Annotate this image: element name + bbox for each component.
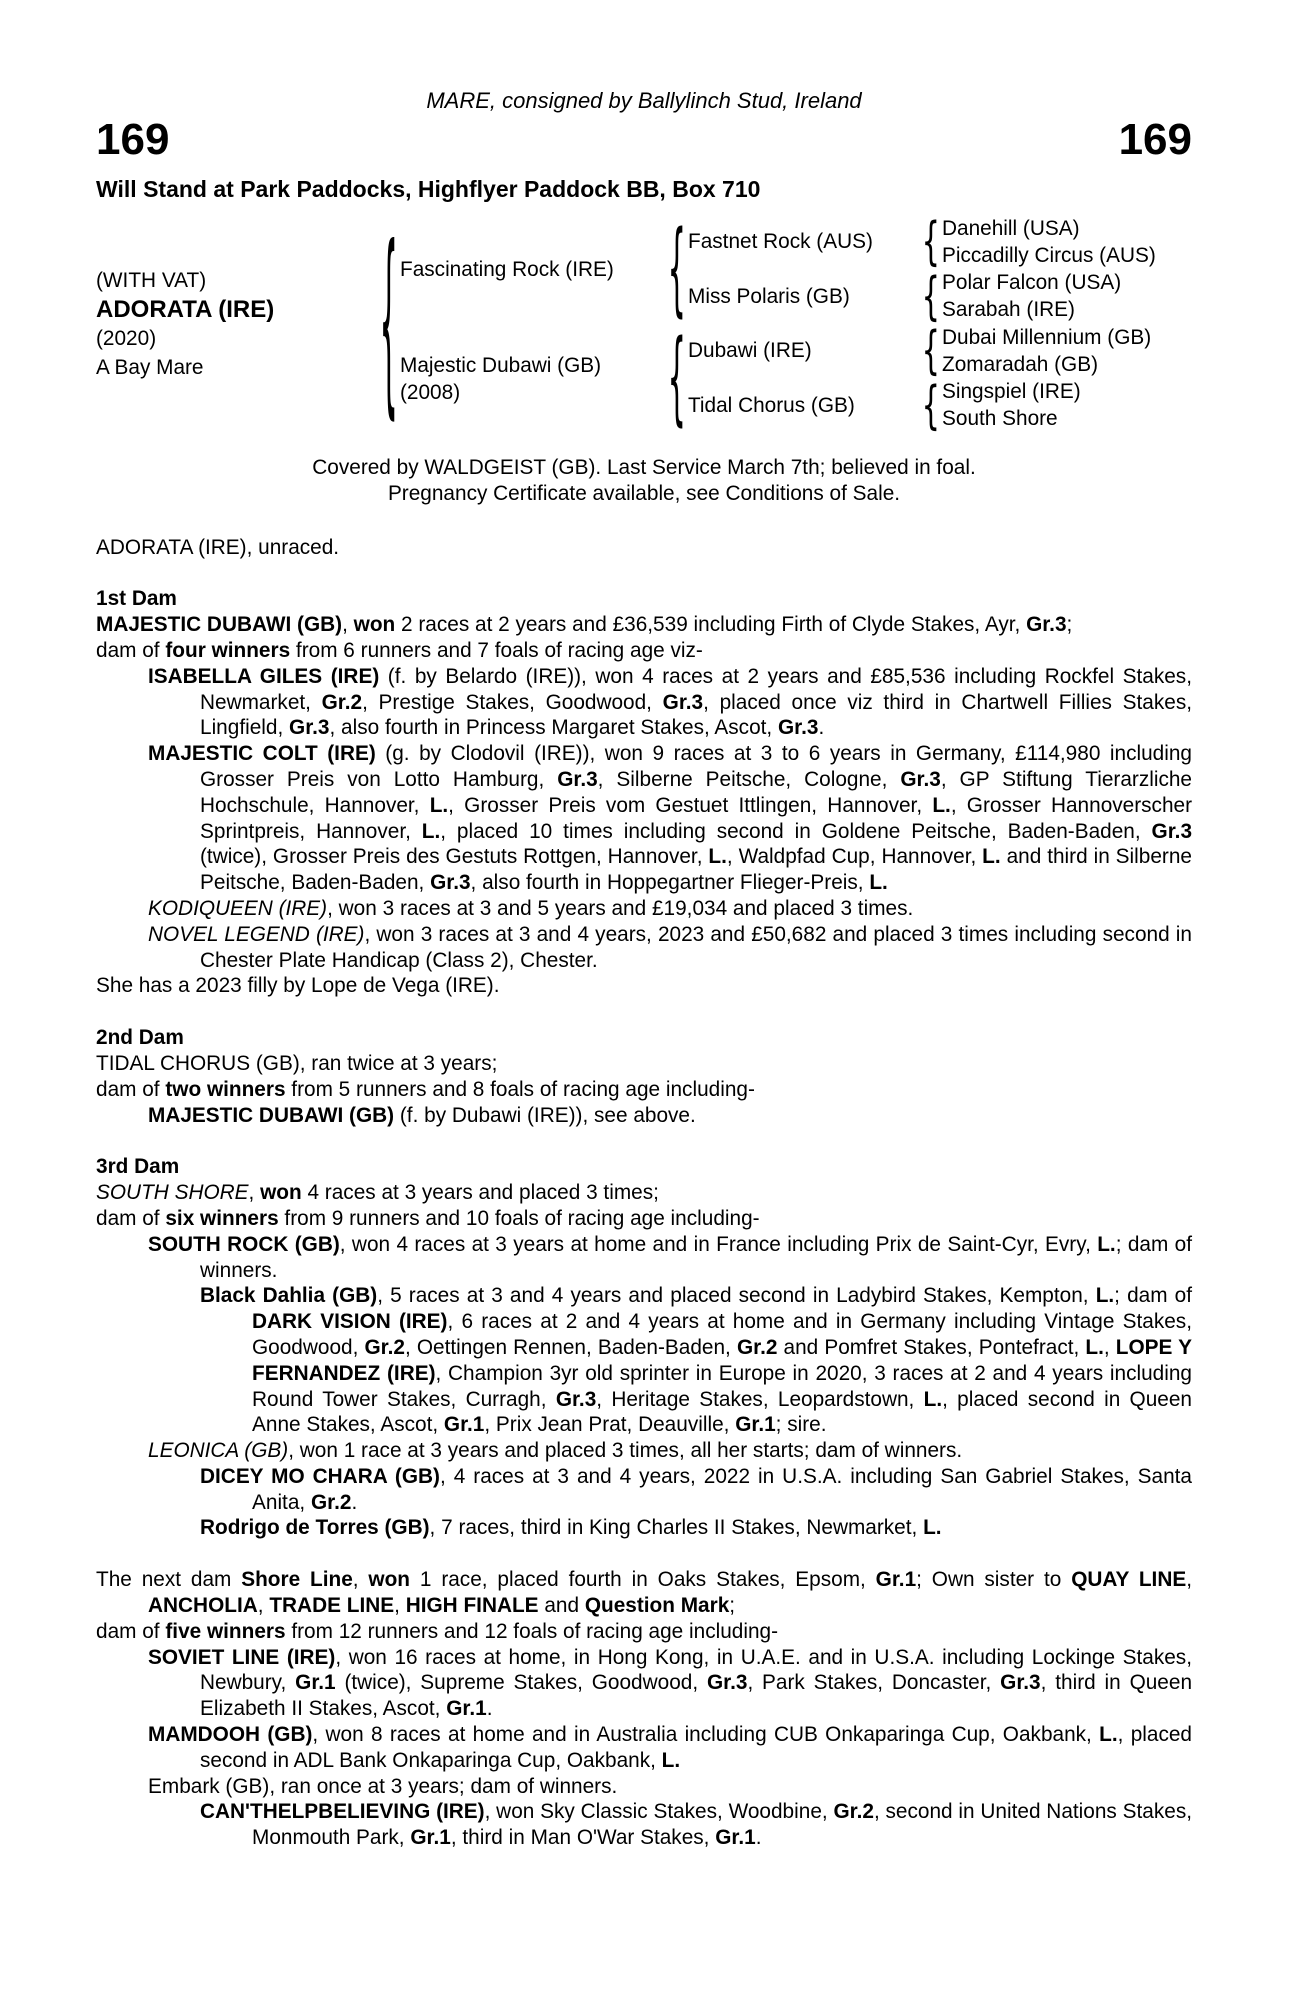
lot-number-right: 169: [1118, 115, 1192, 164]
great-granddam: South Shore: [942, 407, 1058, 431]
great-granddam: Zomaradah (GB): [942, 352, 1099, 376]
stand-location-line: Will Stand at Park Paddocks, Highflyer Paddock BB, Box 710: [96, 176, 761, 202]
pedigree-paragraph: MAMDOOH (GB), won 8 races at home and in Australia including CUB Onkaparinga Cup, Oakbank, L., placed second in ADL Bank Onkaparinga Cup, Oakbank, L.: [148, 1723, 1192, 1772]
pedigree-paragraph: SOVIET LINE (IRE), won 16 races at home, in Hong Kong, in U.A.E. and in U.S.A. including Lockinge Stakes, Newbury, Gr.1 (twice), Supreme Stakes, Goodwood, Gr.3, Park Stakes, Doncaster, Gr.3, third in Queen Elizabeth II Stakes, Ascot, Gr.1.: [148, 1645, 1193, 1721]
pedigree-paragraph: The next dam Shore Line, won 1 race, placed fourth in Oaks Stakes, Epsom, Gr.1; Own sister to QUAY LINE, ANCHOLIA, TRADE LINE, HIGH FINALE and Question Mark;: [96, 1568, 1193, 1618]
dam-name: Majestic Dubawi (GB) (2008): [400, 324, 666, 433]
pedigree-brace: {: [921, 321, 941, 382]
pedigree-paragraph: dam of six winners from 9 runners and 10 foals of racing age including-: [96, 1206, 760, 1230]
sire-dam-branch: [688, 266, 1192, 327]
pedigree-paragraph: MAJESTIC DUBAWI (GB), won 2 races at 2 years and £36,539 including Firth of Clyde Stakes, Ayr, Gr.3;: [96, 613, 1073, 637]
sire-branch: [400, 210, 1192, 329]
vat-note: (WITH VAT): [96, 269, 207, 292]
sire-name: Fascinating Rock (IRE): [400, 258, 614, 281]
dam-year: (2008): [400, 380, 461, 404]
pedigree-tree: [96, 209, 1192, 439]
pedigree-paragraph: SOUTH SHORE, won 4 races at 3 years and placed 3 times;: [96, 1181, 659, 1205]
pedigree-brace: {: [667, 319, 687, 438]
pedigree-paragraph: CAN'THELPBELIEVING (IRE), won Sky Classic Stakes, Woodbine, Gr.2, second in United Nations Stakes, Monmouth Park, Gr.1, third in Man O'War Stakes, Gr.1.: [200, 1800, 1192, 1850]
dam-section: [96, 1567, 1192, 1851]
dam-dam-name: Tidal Chorus (GB): [688, 393, 855, 417]
pedigree-paragraph: She has a 2023 filly by Lope de Vega (IRE).: [96, 974, 500, 998]
sire-dam-name: Miss Polaris (GB): [688, 284, 850, 308]
consignor-line: MARE, consigned by Ballylinch Stud, Ireland: [426, 88, 862, 113]
pedigree-paragraph: SOUTH ROCK (GB), won 4 races at 3 years at home and in France including Prix de Saint-Cyr, Evry, L.; dam of winners.: [148, 1232, 1192, 1282]
pedigree-paragraph: MAJESTIC DUBAWI (GB) (f. by Dubawi (IRE)), see above.: [148, 1103, 696, 1127]
dam-sire-name: Dubawi (IRE): [688, 339, 812, 363]
dam-sire-branch: [688, 321, 1192, 382]
pregnancy-certificate-line: Pregnancy Certificate available, see Conditions of Sale.: [387, 481, 901, 505]
section-heading: 2nd Dam: [96, 1026, 184, 1050]
great-grandsire: Singspiel (IRE): [942, 380, 1081, 404]
sire-sire-branch: [688, 212, 1192, 273]
great-granddam: Piccadilly Circus (AUS): [942, 243, 1156, 267]
great-granddam: Sarabah (IRE): [942, 298, 1075, 322]
pedigree-paragraph: TIDAL CHORUS (GB), ran twice at 3 years;: [96, 1051, 498, 1075]
foaling-year: (2020): [96, 327, 157, 350]
dam-section: [96, 1025, 1192, 1128]
dam-dam-branch: [688, 375, 1192, 436]
section-heading: 3rd Dam: [96, 1155, 180, 1179]
pedigree-generations: [400, 210, 1192, 438]
horse-name: ADORATA (IRE): [96, 296, 275, 323]
pedigree-brace: {: [667, 210, 687, 329]
pedigree-paragraph: LEONICA (GB), won 1 race at 3 years and placed 3 times, all her starts; dam of winners.: [148, 1439, 963, 1463]
dam-branch: [400, 319, 1192, 438]
race-record-line: ADORATA (IRE), unraced.: [96, 535, 340, 559]
dam-section: [96, 586, 1192, 999]
pedigree-brace: {: [921, 212, 941, 273]
great-grandsire: Danehill (USA): [942, 216, 1080, 240]
great-grandsire: Dubai Millennium (GB): [942, 325, 1152, 349]
pedigree-sections: [96, 586, 1192, 1851]
color-sex: A Bay Mare: [96, 356, 204, 379]
covering-line: Covered by WALDGEIST (GB). Last Service March 7th; believed in foal.: [312, 456, 976, 479]
sire-sire-name: Fastnet Rock (AUS): [688, 230, 873, 254]
section-heading: 1st Dam: [96, 587, 177, 611]
pedigree-brace: {: [921, 266, 941, 327]
pedigree-paragraph: dam of four winners from 6 runners and 7 foals of racing age viz-: [96, 638, 703, 662]
lot-number-row: [96, 115, 1192, 164]
pedigree-subject: [96, 215, 378, 433]
pedigree-paragraph: ISABELLA GILES (IRE) (f. by Belardo (IRE)), won 4 races at 2 years and £85,536 including Rockfel Stakes, Newmarket, Gr.2, Prestige Stakes, Goodwood, Gr.3, placed once viz third in Chartwell Fillies Stakes, Lingfield, Gr.3, also fourth in Princess Margaret Stakes, Ascot, Gr.3.: [148, 664, 1192, 740]
pedigree-paragraph: Embark (GB), ran once at 3 years; dam of winners.: [148, 1774, 618, 1798]
pedigree-paragraph: NOVEL LEGEND (IRE), won 3 races at 3 and 4 years, 2023 and £50,682 and placed 3 times including second in Chester Plate Handicap (Class 2), Chester.: [148, 922, 1192, 972]
dam-section: [96, 1154, 1192, 1541]
covering-statement: [96, 455, 1192, 507]
pedigree-paragraph: dam of two winners from 5 runners and 8 foals of racing age including-: [96, 1077, 755, 1101]
pedigree-paragraph: Black Dahlia (GB), 5 races at 3 and 4 years and placed second in Ladybird Stakes, Kempton, L.; dam of DARK VISION (IRE), 6 races at 2 and 4 years at home and in Germany including Vintage Stakes, Goodwood, Gr.2, Oettingen Rennen, Baden-Baden, Gr.2 and Pomfret Stakes, Pontefract, L., LOPE Y FERNANDEZ (IRE), Champion 3yr old sprinter in Europe in 2020, 3 races at 2 and 4 years including Round Tower Stakes, Curragh, Gr.3, Heritage Stakes, Leopardstown, L., placed second in Queen Anne Stakes, Ascot, Gr.1, Prix Jean Prat, Deauville, Gr.1; sire.: [200, 1284, 1192, 1437]
great-grandsire: Polar Falcon (USA): [942, 271, 1122, 295]
pedigree-paragraph: KODIQUEEN (IRE), won 3 races at 3 and 5 years and £19,034 and placed 3 times.: [148, 896, 914, 920]
pedigree-brace: {: [921, 375, 941, 436]
lot-number-left: 169: [96, 115, 170, 164]
pedigree-paragraph: Rodrigo de Torres (GB), 7 races, third in King Charles II Stakes, Newmarket, L.: [200, 1516, 942, 1540]
pedigree-paragraph: dam of five winners from 12 runners and 12 foals of racing age including-: [96, 1619, 779, 1643]
pedigree-brace: {: [379, 209, 399, 439]
pedigree-paragraph: DICEY MO CHARA (GB), 4 races at 3 and 4 years, 2022 in U.S.A. including San Gabriel Stakes, Santa Anita, Gr.2.: [200, 1464, 1192, 1514]
pedigree-paragraph: MAJESTIC COLT (IRE) (g. by Clodovil (IRE)), won 9 races at 3 to 6 years in Germany, £114,980 including Grosser Preis von Lotto Hamburg, Gr.3, Silberne Peitsche, Cologne, Gr.3, GP Stiftung Tierarzliche Hochschule, Hannover, L., Grosser Preis vom Gestuet Ittlingen, Hannover, L., Grosser Hannoverscher Sprintpreis, Hannover, L., placed 10 times including second in Goldene Peitsche, Baden-Baden, Gr.3 (twice), Grosser Preis des Gestuts Rottgen, Hannover, L., Waldpfad Cup, Hannover, L. and third in Silberne Peitsche, Baden-Baden, Gr.3, also fourth in Hoppegartner Flieger-Preis, L.: [148, 742, 1193, 895]
